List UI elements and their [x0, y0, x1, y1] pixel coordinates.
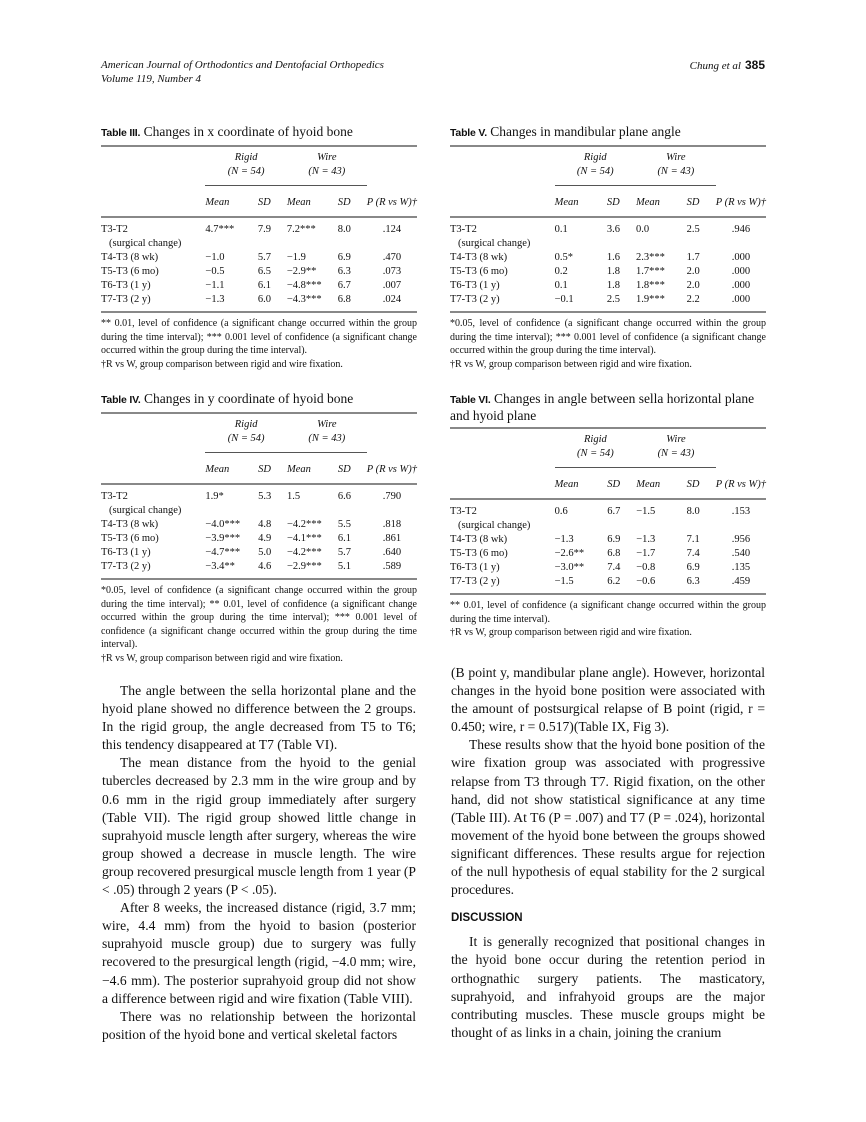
table-vi: [450, 391, 766, 640]
table-cell: −4.8***: [286, 280, 322, 291]
table-cell: 6.9: [337, 252, 351, 263]
table-cell: 6.6: [337, 491, 351, 502]
table-cell: [287, 504, 338, 518]
table-cell: .640: [382, 547, 402, 558]
table-cell: 2.5: [686, 224, 700, 235]
table-cell: [205, 237, 257, 251]
table-grid: [101, 414, 417, 574]
group-header-row: [101, 414, 417, 432]
column-header: P (R vs W)†: [366, 196, 417, 208]
empty-cell: [450, 468, 555, 500]
column-header: SD: [686, 479, 700, 490]
column-header: Mean: [635, 197, 660, 208]
paragraph: (B point y, mandibular plane angle). However, horizontal changes in the hyoid bone position were associated with the amount of postsurgical relapse of B point (rigid, r = 0.450; wire, r = 0.517)(Table IX, Fig 3).: [451, 665, 765, 735]
row-label: T5-T3 (6 mo): [101, 266, 159, 277]
table-cell: 2.5: [606, 294, 621, 305]
table-cell: −4.7***: [205, 547, 241, 558]
table-row: [101, 265, 417, 279]
right-column-text: [451, 664, 765, 1042]
paragraph: The mean distance from the hyoid to the genial tubercles decreased by 2.3 mm in the wire group and by 0.6 mm in the rigid group immediately after surgery (Table VII). The rigid group showed little change in suprahyoid muscle length after surgery, whereas the wire group showed a decrease in muscle length. The wire group recovered presurgical muscle length from 1 year (P < .05) through 2 years (P < .05).: [102, 755, 416, 898]
table-cell: 7.4: [686, 548, 700, 559]
table-label: Table IV.: [101, 394, 141, 406]
table-cell: 1.5: [286, 491, 301, 502]
table-footnotes: [101, 584, 417, 665]
group-wire-header: Wire: [666, 152, 686, 163]
table-cell: 6.3: [337, 266, 351, 277]
table-row: [101, 218, 417, 237]
row-label: T4-T3 (8 wk): [101, 519, 159, 530]
row-label: T3-T2: [450, 224, 477, 235]
table-label: Table V.: [450, 127, 487, 139]
table-row: [101, 560, 417, 574]
group-wire-header: (N = 43): [287, 432, 367, 453]
table-cell: −0.1: [554, 294, 574, 305]
table-label: Table III.: [101, 127, 141, 139]
empty-cell: [716, 447, 766, 468]
row-label: T7-T3 (2 y): [450, 576, 500, 587]
group-header-row: [101, 165, 417, 186]
table-cell: .000: [731, 252, 751, 263]
group-header-row: [450, 147, 766, 165]
empty-cell: [716, 165, 766, 186]
empty-cell: [716, 429, 766, 447]
footnote: ** 0.01, level of confidence (a significant change occurred within the group during the time interval).: [450, 600, 766, 625]
table-cell: −3.9***: [205, 533, 241, 544]
row-label: T5-T3 (6 mo): [450, 548, 508, 559]
table-cell: 5.1: [337, 561, 351, 572]
row-label: T3-T2: [450, 506, 477, 517]
table-cell: −0.8: [636, 562, 656, 573]
table-grid: [450, 429, 766, 589]
table-cell: 8.0: [337, 224, 351, 235]
table-caption: [450, 124, 766, 141]
table-cell: .956: [731, 534, 751, 545]
table-grid: [450, 147, 766, 307]
table-cell: −4.1***: [286, 533, 322, 544]
table-grid: [101, 147, 417, 307]
table-cell: 8.0: [686, 506, 700, 517]
running-header-author: [690, 58, 765, 72]
group-header-row: [450, 429, 766, 447]
table-cell: 6.1: [257, 280, 271, 291]
table-cell: 7.1: [686, 534, 700, 545]
table-cell: −1.9: [286, 252, 306, 263]
table-v: [450, 124, 766, 371]
row-label: T4-T3 (8 wk): [450, 252, 508, 263]
column-header: SD: [606, 197, 620, 208]
paragraph: After 8 weeks, the increased distance (rigid, 3.7 mm; wire, 4.4 mm) from the hyoid to basion (posterior suprahyoid muscle group) due to surgery was fully recovered to the presurgical length (rigid, −4.0 mm; wire, −4.6 mm). The posterior suprahyoid group did not show a difference between rigid and wire fixation (Table VIII).: [102, 900, 416, 1006]
table-cell: 1.8: [606, 280, 621, 291]
table-cell: 0.5*: [554, 252, 573, 263]
row-label: T3-T2: [101, 224, 128, 235]
table-cell: 6.8: [607, 548, 621, 559]
table-title: Changes in y coordinate of hyoid bone: [144, 391, 354, 406]
table-row: [450, 519, 766, 533]
table-bottom-rule: [101, 578, 417, 580]
row-label: T7-T3 (2 y): [450, 294, 500, 305]
table-cell: 1.8***: [635, 280, 665, 291]
table-bottom-rule: [450, 311, 766, 313]
table-cell: [338, 237, 367, 251]
column-header-row: [450, 186, 766, 218]
group-rigid-header: (N = 54): [555, 447, 637, 468]
table-cell: [258, 237, 287, 251]
empty-cell: [367, 147, 417, 165]
table-caption: [101, 124, 417, 141]
table-cell: .024: [382, 294, 402, 305]
journal-name: American Journal of Orthodontics and Dentofacial Orthopedics: [101, 59, 384, 71]
table-title: Changes in mandibular plane angle: [490, 124, 681, 139]
table-row: [101, 485, 417, 504]
empty-cell: [101, 414, 205, 432]
author-name: Chung et al: [689, 60, 741, 72]
table-cell: 6.7: [607, 506, 621, 517]
group-wire-header: (N = 43): [287, 165, 367, 186]
table-cell: 0.1: [554, 224, 568, 235]
column-header: P (R vs W)†: [715, 478, 766, 490]
table-cell: .007: [382, 280, 402, 291]
table-cell: 6.2: [607, 576, 621, 587]
table-title: Changes in x coordinate of hyoid bone: [143, 124, 353, 139]
table-cell: [607, 237, 636, 251]
table-iii: [101, 124, 417, 371]
table-cell: 6.0: [257, 294, 271, 305]
empty-cell: [101, 186, 205, 218]
row-label: T6-T3 (1 y): [101, 547, 151, 558]
row-label: T4-T3 (8 wk): [101, 252, 159, 263]
table-cell: −0.6: [636, 576, 656, 587]
table-row: [101, 279, 417, 293]
group-header-row: [101, 147, 417, 165]
table-caption: [101, 391, 417, 408]
row-label: T7-T3 (2 y): [101, 561, 151, 572]
table-cell: [205, 504, 258, 518]
group-rigid-header: Rigid: [234, 152, 258, 163]
row-label: T6-T3 (1 y): [450, 280, 500, 291]
empty-cell: [367, 414, 417, 432]
table-label: Table VI.: [450, 394, 491, 406]
table-row: [101, 546, 417, 560]
table-cell: 6.5: [257, 266, 271, 277]
paragraph: There was no relationship between the horizontal position of the hyoid bone and vertical skeletal factors: [102, 1008, 416, 1042]
group-header-row: [450, 447, 766, 468]
table-row: [450, 279, 766, 293]
table-cell: .861: [382, 533, 402, 544]
column-header: SD: [686, 197, 700, 208]
group-rigid-header: Rigid: [234, 419, 258, 430]
page-number: 385: [744, 58, 765, 72]
table-cell: 7.9: [257, 224, 271, 235]
table-cell: .000: [731, 294, 751, 305]
group-wire-header: (N = 43): [636, 165, 716, 186]
table-cell: [555, 237, 607, 251]
table-cell: 6.3: [686, 576, 700, 587]
group-rigid-header: Rigid: [584, 434, 607, 445]
table-cell: .589: [382, 561, 402, 572]
table-row: [450, 561, 766, 575]
empty-cell: [101, 147, 205, 165]
empty-cell: [101, 165, 205, 186]
table-cell: −3.4**: [205, 561, 235, 572]
table-cell: 1.6: [606, 252, 621, 263]
row-label: T5-T3 (6 mo): [450, 266, 508, 277]
table-row: [450, 547, 766, 561]
table-row: [450, 237, 766, 251]
empty-cell: [450, 147, 555, 165]
row-label: T3-T2: [101, 491, 128, 502]
table-row: [450, 251, 766, 265]
footnote: *0.05, level of confidence (a significant change occurred within the group during the time interval); ** 0.01, level of confidence (a significant change occurred within the group during the time interval); *** 0.001 level of confidence (a significant change occurred within the group during the time interval).: [101, 585, 417, 650]
table-cell: 4.9: [258, 533, 272, 544]
table-cell: −1.3: [554, 534, 574, 545]
table-cell: [607, 519, 636, 533]
table-footnotes: [101, 317, 417, 371]
paragraph: The angle between the sella horizontal plane and the hyoid plane showed no difference between the 2 groups. In the rigid group, the angle decreased from T5 to T6; this tendency disappeared at T7 (Table VI).: [102, 683, 416, 753]
table-bottom-rule: [450, 593, 766, 595]
footnote: †R vs W, group comparison between rigid and wire fixation.: [101, 358, 343, 370]
group-wire-header: Wire: [666, 434, 686, 445]
row-label: (surgical change): [109, 505, 182, 516]
table-cell: .135: [731, 562, 751, 573]
column-header: SD: [607, 479, 621, 490]
table-cell: .459: [731, 576, 751, 587]
table-cell: −1.5: [636, 506, 656, 517]
column-header: Mean: [286, 197, 311, 208]
table-cell: −1.5: [554, 576, 574, 587]
table-cell: [687, 519, 716, 533]
table-cell: [338, 504, 367, 518]
table-iv: [101, 391, 417, 665]
table-row: [450, 533, 766, 547]
table-cell: 5.5: [337, 519, 351, 530]
column-header-row: [450, 468, 766, 500]
table-cell: [636, 519, 686, 533]
table-cell: 2.0: [686, 266, 700, 277]
row-label: (surgical change): [458, 520, 531, 531]
paragraph: It is generally recognized that positional changes in the hyoid bone occur during the retention period in orthognathic surgery patients. The masticatory, suprahyoid, and infrahyoid groups are the major contributing muscles. These muscle groups might be thought of as links in a chain, joining the cranium: [451, 934, 765, 1040]
table-cell: 2.2: [686, 294, 700, 305]
group-rigid-header: (N = 54): [205, 165, 286, 186]
table-row: [450, 265, 766, 279]
table-cell: −1.3: [205, 294, 225, 305]
table-row: [450, 293, 766, 307]
table-cell: 6.1: [337, 533, 351, 544]
table-cell: 1.7***: [635, 266, 665, 277]
column-header: P (R vs W)†: [366, 463, 417, 475]
empty-cell: [101, 453, 205, 485]
table-cell: 6.7: [337, 280, 351, 291]
group-header-row: [450, 165, 766, 186]
table-footnotes: [450, 599, 766, 640]
table-row: [101, 518, 417, 532]
table-cell: .470: [382, 252, 402, 263]
table-cell: .818: [382, 519, 402, 530]
table-row: [101, 237, 417, 251]
table-cell: 4.8: [258, 519, 272, 530]
table-cell: 1.7: [686, 252, 700, 263]
group-rigid-header: Rigid: [583, 152, 607, 163]
table-cell: 5.7: [257, 252, 271, 263]
table-row: [450, 218, 766, 237]
column-header: SD: [258, 464, 271, 475]
table-cell: 7.2***: [286, 224, 316, 235]
table-cell: 0.1: [554, 280, 568, 291]
journal-volume: Volume 119, Number 4: [101, 73, 202, 85]
table-cell: −4.0***: [205, 519, 241, 530]
table-title: Changes in angle between sella horizontal plane and hyoid plane: [450, 391, 755, 423]
table-cell: 4.6: [258, 561, 272, 572]
table-cell: 1.9*: [205, 491, 224, 502]
footnote: †R vs W, group comparison between rigid and wire fixation.: [450, 358, 692, 370]
table-cell: .124: [382, 224, 402, 235]
column-header: SD: [337, 464, 351, 475]
table-cell: .000: [731, 280, 751, 291]
table-cell: −2.9***: [286, 561, 322, 572]
table-cell: 6.9: [607, 534, 621, 545]
column-header: Mean: [205, 464, 230, 475]
empty-cell: [101, 432, 205, 453]
table-row: [101, 251, 417, 265]
table-cell: .000: [731, 266, 751, 277]
empty-cell: [367, 432, 417, 453]
table-cell: 6.9: [686, 562, 700, 573]
empty-cell: [450, 429, 555, 447]
table-cell: −1.0: [205, 252, 225, 263]
row-label: T7-T3 (2 y): [101, 294, 151, 305]
empty-cell: [367, 165, 417, 186]
table-cell: [555, 519, 608, 533]
table-cell: 0.2: [554, 266, 568, 277]
column-header: SD: [257, 197, 271, 208]
table-row: [450, 500, 766, 519]
table-cell: .540: [731, 548, 751, 559]
table-cell: 5.7: [337, 547, 351, 558]
table-cell: 2.3***: [635, 252, 665, 263]
table-cell: [367, 504, 417, 518]
table-caption: [450, 391, 766, 423]
paragraph: These results show that the hyoid bone position of the wire fixation group was associated with progressive relapse from T3 through T7. Rigid fixation, on the other hand, did not show statistical significance at any time (Table III). At T6 (P = .007) and T7 (P = .024), horizontal movement of the hyoid bone between the groups showed significant differences. These results argue for rejection of the null hypothesis of equal stability for the 2 surgical procedures.: [451, 737, 765, 898]
table-cell: −4.3***: [286, 294, 322, 305]
row-label: T6-T3 (1 y): [101, 280, 151, 291]
footnote: †R vs W, group comparison between rigid and wire fixation.: [101, 652, 343, 664]
table-row: [450, 575, 766, 589]
section-heading-discussion: DISCUSSION: [451, 912, 523, 925]
column-header: Mean: [205, 197, 230, 208]
column-header: P (R vs W)†: [715, 196, 766, 208]
group-rigid-header: (N = 54): [555, 165, 636, 186]
column-header-row: [101, 453, 417, 485]
column-header-row: [101, 186, 417, 218]
column-header: Mean: [554, 479, 579, 490]
table-cell: −1.3: [636, 534, 656, 545]
table-row: [101, 532, 417, 546]
table-row: [101, 293, 417, 307]
table-cell: 0.6: [554, 506, 568, 517]
group-wire-header: Wire: [317, 419, 337, 430]
row-label: T6-T3 (1 y): [450, 562, 500, 573]
table-cell: [687, 237, 716, 251]
footnote: ** 0.01, level of confidence (a significant change occurred within the group during the time interval); *** 0.001 level of confidence (a significant change occurred within the group during the time interval).: [101, 318, 417, 356]
table-cell: −1.1: [205, 280, 225, 291]
table-cell: 6.8: [337, 294, 351, 305]
table-cell: .790: [382, 491, 402, 502]
table-cell: .073: [382, 266, 402, 277]
column-header: SD: [337, 197, 351, 208]
empty-cell: [450, 447, 555, 468]
table-cell: 1.8: [606, 266, 621, 277]
footnote: *0.05, level of confidence (a significant change occurred within the group during the time interval); *** 0.001 level of confidence (a significant change occurred within the group during the time interval).: [450, 318, 766, 356]
table-cell: [716, 519, 766, 533]
left-column-text: [102, 682, 416, 1044]
table-cell: .946: [731, 224, 751, 235]
table-cell: 7.4: [607, 562, 621, 573]
empty-cell: [450, 165, 555, 186]
empty-cell: [450, 186, 555, 218]
row-label: (surgical change): [458, 238, 531, 249]
table-cell: [367, 237, 417, 251]
table-cell: .153: [731, 506, 751, 517]
table-cell: −0.5: [205, 266, 225, 277]
group-rigid-header: (N = 54): [205, 432, 287, 453]
table-cell: [258, 504, 287, 518]
table-cell: 5.3: [258, 491, 272, 502]
table-cell: 5.0: [258, 547, 272, 558]
table-cell: 1.9***: [635, 294, 665, 305]
table-cell: −3.0**: [554, 562, 585, 573]
table-cell: −4.2***: [286, 519, 322, 530]
table-cell: [716, 237, 766, 251]
group-header-row: [101, 432, 417, 453]
table-row: [101, 504, 417, 518]
table-cell: 0.0: [635, 224, 650, 235]
table-cell: −2.9**: [286, 266, 317, 277]
row-label: (surgical change): [109, 238, 182, 249]
empty-cell: [716, 147, 766, 165]
row-label: T5-T3 (6 mo): [101, 533, 159, 544]
group-wire-header: Wire: [317, 152, 337, 163]
running-header-journal: [101, 58, 384, 86]
table-cell: −2.6**: [554, 548, 585, 559]
table-cell: [287, 237, 338, 251]
table-footnotes: [450, 317, 766, 371]
row-label: T4-T3 (8 wk): [450, 534, 508, 545]
table-bottom-rule: [101, 311, 417, 313]
table-cell: 2.0: [686, 280, 700, 291]
table-cell: −4.2***: [286, 547, 322, 558]
table-cell: 3.6: [606, 224, 621, 235]
column-header: Mean: [554, 197, 579, 208]
table-cell: 4.7***: [205, 224, 235, 235]
table-cell: [636, 237, 687, 251]
group-wire-header: (N = 43): [636, 447, 716, 468]
column-header: Mean: [286, 464, 311, 475]
table-cell: −1.7: [636, 548, 656, 559]
column-header: Mean: [636, 479, 661, 490]
footnote: †R vs W, group comparison between rigid and wire fixation.: [450, 627, 692, 638]
